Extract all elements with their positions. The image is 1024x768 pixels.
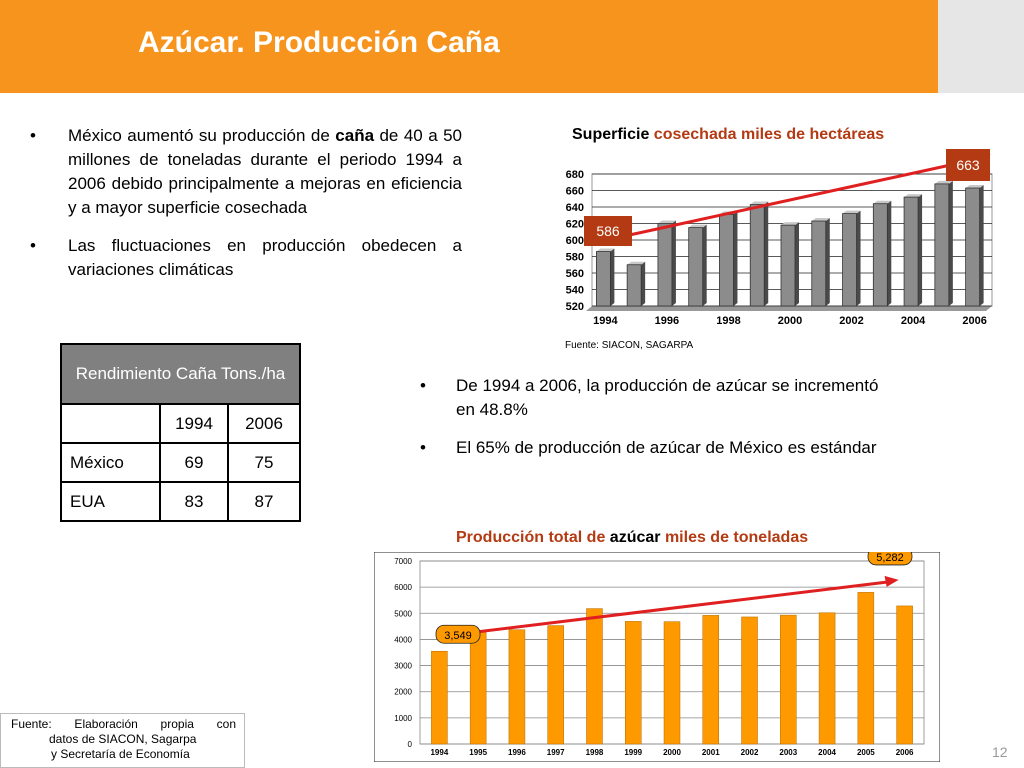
y-tick-label: 640	[565, 202, 584, 214]
chart-superficie	[540, 148, 1020, 338]
x-tick-label: 2003	[779, 748, 798, 757]
bullet-production	[30, 124, 462, 220]
bar	[897, 606, 913, 744]
chart1-title-part: Superficie	[572, 126, 650, 143]
bar-side	[980, 185, 984, 306]
table-cell: 2006	[228, 404, 300, 443]
bar	[819, 613, 835, 744]
bar	[627, 265, 641, 306]
chart2-title-part: Producción total de	[456, 529, 610, 546]
x-tick-label: 2000	[777, 315, 803, 327]
bar	[843, 214, 857, 306]
bullet-bold: caña	[335, 126, 375, 145]
table-cell: 83	[160, 482, 228, 521]
x-tick-label: 2000	[663, 748, 681, 757]
table-cell: 69	[160, 443, 228, 482]
bar-side	[610, 249, 614, 306]
x-tick-label: 1999	[624, 748, 643, 757]
right-bullet-list	[420, 374, 890, 474]
bar	[719, 214, 733, 306]
start-label: 3,549	[444, 630, 472, 643]
yield-table	[60, 343, 301, 522]
table-cell: México	[61, 443, 160, 482]
page-number: 12	[992, 744, 1008, 760]
slide-title: Azúcar. Producción Caña	[138, 26, 500, 59]
bar	[596, 252, 610, 306]
bar-side	[672, 221, 676, 307]
chart2-title	[456, 529, 808, 547]
x-tick-label: 2006	[962, 315, 987, 327]
y-tick-label: 680	[565, 169, 584, 181]
bar-side	[764, 202, 768, 306]
header-corner	[938, 0, 1024, 93]
x-tick-label: 1997	[546, 748, 565, 757]
y-tick-label: 620	[565, 218, 584, 231]
x-tick-label: 1996	[654, 315, 680, 327]
bar	[935, 184, 949, 306]
bar	[750, 205, 764, 306]
bar	[689, 228, 703, 306]
bullet-standard	[420, 436, 890, 460]
bar	[470, 632, 486, 744]
table-cell: 75	[228, 443, 300, 482]
x-tick-label: 2004	[900, 315, 926, 327]
bullet-fluctuations	[30, 234, 462, 282]
bullet-dot: •	[30, 126, 36, 145]
y-tick-label: 2000	[394, 687, 412, 697]
y-tick-label: 5000	[394, 609, 412, 619]
left-bullet-list	[30, 124, 462, 296]
x-tick-label: 1994	[593, 315, 618, 327]
bar	[658, 224, 672, 307]
table-header: Rendimiento Caña Tons./ha	[61, 344, 300, 404]
bullet-dot: •	[420, 438, 426, 457]
bar	[780, 615, 796, 744]
x-tick-label: 1994	[430, 748, 449, 757]
x-tick-label: 2002	[839, 315, 864, 327]
x-tick-label: 1998	[716, 315, 741, 327]
bar-side	[918, 194, 922, 306]
bullet-text: El 65% de producción de azúcar de México es estándar	[456, 438, 877, 457]
x-tick-label: 2005	[856, 748, 875, 757]
table-row	[61, 443, 300, 482]
y-tick-label: 7000	[394, 557, 412, 566]
x-tick-label: 2002	[740, 748, 759, 757]
bar	[858, 592, 874, 744]
x-tick-label: 2004	[818, 748, 836, 757]
y-tick-label: 0	[407, 740, 412, 749]
bar	[625, 621, 641, 744]
bar	[904, 197, 918, 306]
x-tick-label: 1998	[585, 748, 604, 757]
bar	[548, 626, 564, 744]
bar	[873, 204, 887, 306]
source-line: Fuente: Elaboración propia con	[11, 717, 236, 731]
bar-side	[857, 211, 861, 306]
plot-floor	[586, 306, 992, 311]
table-cell: 1994	[160, 404, 228, 443]
y-tick-label: 660	[565, 185, 584, 198]
bar-side	[887, 201, 891, 306]
chart2-title-part: azúcar	[609, 529, 661, 546]
end-label: 5,282	[876, 552, 904, 564]
x-tick-label: 1995	[469, 748, 488, 757]
bar	[431, 651, 447, 744]
y-tick-label: 520	[565, 301, 584, 313]
source-line: datos de SIACON, Sagarpa	[49, 732, 197, 746]
x-tick-label: 2001	[701, 748, 720, 757]
y-tick-label: 1000	[394, 713, 412, 723]
y-tick-label: 3000	[394, 661, 412, 671]
chart-produccion	[374, 552, 940, 762]
x-tick-label: 2006	[895, 748, 914, 757]
chart1-title-part: cosechada miles de hectáreas	[649, 126, 885, 143]
y-tick-label: 580	[565, 251, 584, 264]
y-tick-label: 560	[565, 268, 584, 280]
table-row	[61, 482, 300, 521]
bullet-increase	[420, 374, 890, 422]
table-cell: 87	[228, 482, 300, 521]
bar-side	[795, 222, 799, 306]
source-box	[0, 713, 245, 768]
y-tick-label: 6000	[394, 583, 412, 593]
chart1-source: Fuente: SIACON, SAGARPA	[565, 340, 694, 351]
end-label: 663	[956, 157, 980, 173]
y-tick-label: 4000	[394, 635, 412, 645]
bullet-text: Las fluctuaciones en producción obedecen a variaciones climáticas	[68, 236, 462, 279]
bar-side	[733, 211, 737, 306]
bar	[664, 622, 680, 744]
y-tick-label: 600	[565, 235, 584, 247]
chart1-title	[572, 126, 884, 144]
bullet-text: México aumentó su producción de	[68, 126, 336, 145]
start-label: 586	[596, 223, 620, 239]
bar	[703, 615, 719, 744]
table-cell: EUA	[61, 482, 160, 521]
chart2-title-part: miles de toneladas	[660, 529, 809, 546]
bar	[966, 188, 980, 306]
bar-side	[949, 181, 953, 306]
bar	[812, 221, 826, 306]
bar-side	[641, 262, 645, 306]
bar	[509, 630, 525, 744]
bullet-dot: •	[420, 376, 426, 395]
table-row	[61, 404, 300, 443]
y-tick-label: 540	[565, 284, 584, 297]
bullet-text: De 1994 a 2006, la producción de azúcar se incrementó en 48.8%	[456, 376, 879, 419]
source-line: y Secretaría de Economía	[51, 747, 190, 761]
bar	[586, 609, 602, 744]
bullet-dot: •	[30, 236, 36, 255]
table-cell	[61, 404, 160, 443]
bar-side	[703, 225, 707, 306]
bullet-text: de 40 a 50 millones de toneladas durante el periodo 1994 a 2006 debido principalmente a mejoras en eficiencia y a mayor superficie cosechada	[68, 126, 463, 217]
bar-side	[826, 218, 830, 306]
bar	[781, 225, 795, 306]
bar	[742, 617, 758, 744]
x-tick-label: 1996	[508, 748, 526, 757]
